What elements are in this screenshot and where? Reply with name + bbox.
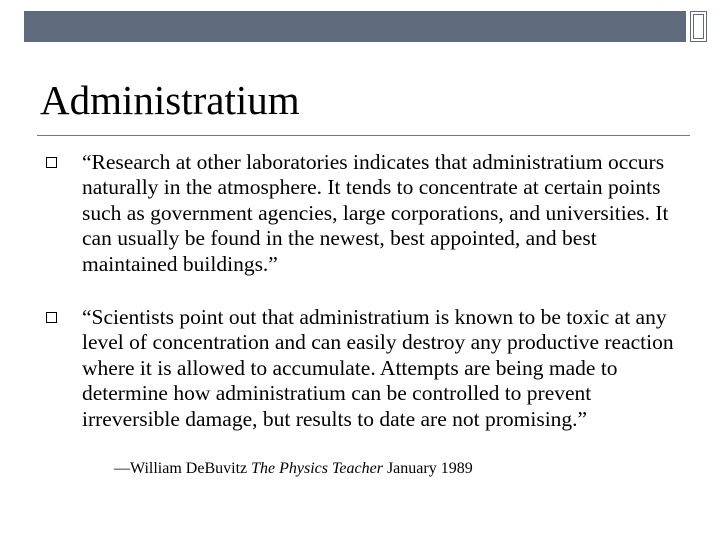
- square-corner-icon: [690, 11, 707, 42]
- hollow-square-bullet-icon: [46, 312, 57, 323]
- attribution-author: —William DeBuvitz: [114, 460, 252, 477]
- attribution-publication: The Physics Teacher: [251, 460, 383, 477]
- bullet-text-research: “Research at other laboratories indicates that administratium occurs naturally in the atmosphere. It tends to concentrate at certain points such as government agencies, large corporations, and universities. It can usually be found in the newest, best appointed, and best maintained buildings.”: [82, 150, 669, 276]
- slide-title: Administratium: [40, 77, 300, 123]
- attribution-date: January 1989: [382, 460, 473, 477]
- bullet-text-scientists: “Scientists point out that administratium is known to be toxic at any level of concentration and can easily destroy any productive reaction where it is allowed to accumulate. Attempts are being made to determine how administratium can be controlled to prevent irreversible damage, but results to date are not promising.”: [82, 305, 674, 431]
- title-divider: [37, 135, 690, 136]
- top-decorative-bar: [24, 11, 686, 42]
- attribution: [114, 459, 473, 479]
- hollow-square-bullet-icon: [46, 157, 57, 168]
